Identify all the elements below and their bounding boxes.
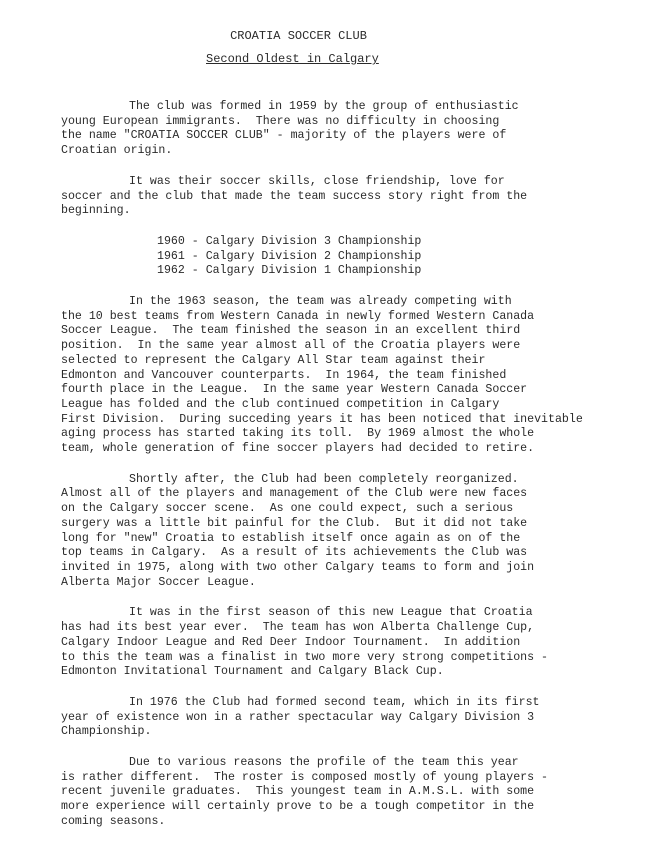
paragraph-line: Calgary Indoor League and Red Deer Indoor Tournament. In addition [61, 635, 521, 649]
paragraph-line: Championship. [61, 725, 152, 739]
paragraph [61, 175, 651, 219]
paragraph-line: the 10 best teams from Western Canada in newly formed Western Canada [61, 309, 535, 323]
paragraph [61, 756, 651, 830]
paragraph-line: to this the team was a finalist in two more very strong competitions - [61, 650, 549, 664]
championship-item: 1962 - Calgary Division 1 Championship [157, 264, 422, 278]
paragraph-line: top teams in Calgary. As a result of its achievements the Club was [61, 546, 528, 560]
paragraph-line: recent juvenile graduates. This youngest team in A.M.S.L. with some [61, 785, 535, 799]
paragraph-line: League has folded and the club continued competition in Calgary [61, 397, 500, 411]
paragraph-line: long for "new" Croatia to establish itself once again as on of the [61, 531, 521, 545]
paragraph-line: aging process has started taking its toll. By 1969 almost the whole [61, 427, 535, 441]
paragraph-line: the name "CROATIA SOCCER CLUB" - majority of the players were of [61, 129, 507, 143]
paragraph-line: Edmonton and Vancouver counterparts. In 1964, the team finished [61, 368, 507, 382]
paragraph-line: selected to represent the Calgary All Star team against their [61, 353, 486, 367]
document-title: CROATIA SOCCER CLUB [230, 29, 367, 43]
paragraph-line: Alberta Major Soccer League. [61, 575, 256, 589]
paragraph-line: soccer and the club that made the team success story right from the [61, 189, 528, 203]
paragraph-line: The club was formed in 1959 by the group of enthusiastic [129, 100, 519, 113]
paragraph-line: Shortly after, the Club had been completely reorganized. [129, 472, 519, 486]
championship-item: 1960 - Calgary Division 3 Championship [157, 234, 422, 248]
paragraph-line: young European immigrants. There was no difficulty in choosing [61, 114, 500, 128]
paragraph-line: It was their soccer skills, close friendship, love for [129, 174, 505, 188]
paragraph-line: beginning. [61, 204, 131, 218]
paragraph-line: In the 1963 season, the team was already competing with [129, 295, 512, 309]
paragraph-line: position. In the same year almost all of the Croatia players were [61, 339, 521, 353]
paragraph-line: Croatian origin. [61, 144, 173, 158]
document-body [61, 100, 651, 846]
paragraph-line: more experience will certainly prove to be a tough competitor in the [61, 800, 535, 814]
paragraph-line: invited in 1975, along with two other Calgary teams to form and join [61, 560, 535, 574]
paragraph-line: Due to various reasons the profile of the team this year [129, 756, 519, 770]
championship-item: 1961 - Calgary Division 2 Championship [157, 249, 422, 263]
paragraph-line: First Division. During succeding years it has been noticed that inevitable [61, 412, 583, 426]
paragraph-line: on the Calgary soccer scene. As one could expect, such a serious [61, 502, 514, 516]
paragraph [61, 295, 651, 457]
paragraph-line: Almost all of the players and management of the Club were new faces [61, 487, 528, 501]
paragraph-line: team, whole generation of fine soccer players had decided to retire. [61, 442, 535, 456]
paragraph-line: year of existence won in a rather spectacular way Calgary Division 3 [61, 710, 535, 724]
paragraph [61, 473, 651, 591]
paragraph [61, 696, 651, 740]
paragraph [61, 100, 651, 159]
paragraph-line: has had its best year ever. The team has won Alberta Challenge Cup, [61, 621, 535, 635]
championship-list [61, 235, 651, 279]
paragraph-line: Soccer League. The team finished the season in an excellent third [61, 324, 521, 338]
paragraph-line: coming seasons. [61, 814, 166, 828]
paragraph-line: Edmonton Invitational Tournament and Calgary Black Cup. [61, 665, 444, 679]
paragraph-line: is rather different. The roster is composed mostly of young players - [61, 770, 549, 784]
document-subtitle: Second Oldest in Calgary [206, 52, 379, 66]
paragraph-line: fourth place in the League. In the same year Western Canada Soccer [61, 383, 528, 397]
paragraph-line: In 1976 the Club had formed second team, which in its first [129, 695, 540, 709]
paragraph-line: surgery was a little bit painful for the Club. But it did not take [61, 516, 528, 530]
paragraph-line: It was in the first season of this new League that Croatia [129, 606, 533, 620]
paragraph [61, 606, 651, 680]
